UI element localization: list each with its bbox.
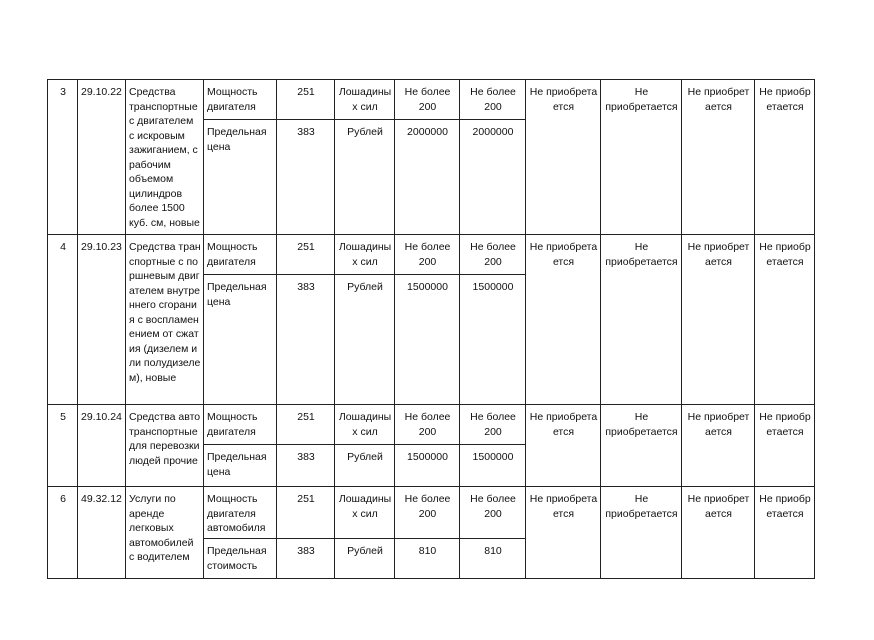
group-4-status: Не приобретается xyxy=(755,405,815,487)
characteristic-name: Мощность двигателя xyxy=(204,80,277,120)
value-2: Не более 200 xyxy=(460,405,526,445)
value-1: 2000000 xyxy=(395,120,460,235)
characteristic-name: Мощность двигателя автомобиля xyxy=(204,487,277,539)
unit-name: Лошадиных сил xyxy=(335,80,395,120)
group-1-status: Не приобретается xyxy=(526,80,601,235)
table-row xyxy=(48,235,815,275)
unit-code: 383 xyxy=(277,445,335,487)
unit-code: 383 xyxy=(277,539,335,579)
unit-name: Рублей xyxy=(335,120,395,235)
value-1: Не более 200 xyxy=(395,487,460,539)
characteristics-table xyxy=(47,79,815,579)
item-name: Средства автотранспортные для перевозки людей прочие xyxy=(126,405,204,487)
group-1-status: Не приобретается xyxy=(526,235,601,405)
group-2-status: Не приобретается xyxy=(601,487,682,579)
value-2: Не более 200 xyxy=(460,80,526,120)
row-number: 4 xyxy=(48,235,78,405)
unit-code: 383 xyxy=(277,275,335,405)
value-2: 1500000 xyxy=(460,275,526,405)
group-3-status: Не приобретается xyxy=(682,405,755,487)
value-2: Не более 200 xyxy=(460,235,526,275)
item-name: Услуги по аренде легковых автомобилей с водителем xyxy=(126,487,204,579)
group-4-status: Не приобретается xyxy=(755,235,815,405)
okpd-code: 29.10.24 xyxy=(78,405,126,487)
value-2: 810 xyxy=(460,539,526,579)
unit-name: Лошадиных сил xyxy=(335,235,395,275)
unit-name: Лошадиных сил xyxy=(335,405,395,445)
okpd-code: 49.32.12 xyxy=(78,487,126,579)
unit-code: 251 xyxy=(277,235,335,275)
row-number: 5 xyxy=(48,405,78,487)
item-name: Средства транспортные с двигателем с искровым зажиганием, с рабочим объемом цилиндров более 1500 куб. см, новые xyxy=(126,80,204,235)
item-name: Средства транспортные с поршневым двигателем внутреннего сгорания с воспламенением от сжатия (дизелем или полудизелем), новые xyxy=(126,235,204,405)
value-2: Не более 200 xyxy=(460,487,526,539)
group-2-status: Не приобретается xyxy=(601,405,682,487)
characteristic-name: Предельная цена xyxy=(204,275,277,405)
unit-code: 251 xyxy=(277,80,335,120)
table-row xyxy=(48,80,815,120)
value-2: 1500000 xyxy=(460,445,526,487)
value-1: 810 xyxy=(395,539,460,579)
group-4-status: Не приобретается xyxy=(755,487,815,579)
okpd-code: 29.10.22 xyxy=(78,80,126,235)
value-1: Не более 200 xyxy=(395,235,460,275)
characteristic-name: Предельная цена xyxy=(204,445,277,487)
table-row xyxy=(48,405,815,445)
row-number: 3 xyxy=(48,80,78,235)
value-1: 1500000 xyxy=(395,275,460,405)
group-1-status: Не приобретается xyxy=(526,405,601,487)
group-2-status: Не приобретается xyxy=(601,80,682,235)
unit-name: Рублей xyxy=(335,539,395,579)
unit-code: 251 xyxy=(277,405,335,445)
table-row xyxy=(48,487,815,539)
group-3-status: Не приобретается xyxy=(682,235,755,405)
value-2: 2000000 xyxy=(460,120,526,235)
value-1: Не более 200 xyxy=(395,405,460,445)
group-2-status: Не приобретается xyxy=(601,235,682,405)
row-number: 6 xyxy=(48,487,78,579)
characteristic-name: Мощность двигателя xyxy=(204,235,277,275)
characteristic-name: Предельная цена xyxy=(204,120,277,235)
unit-code: 383 xyxy=(277,120,335,235)
group-3-status: Не приобретается xyxy=(682,80,755,235)
characteristic-name: Мощность двигателя xyxy=(204,405,277,445)
characteristic-name: Предельная стоимость xyxy=(204,539,277,579)
unit-name: Лошадиных сил xyxy=(335,487,395,539)
unit-name: Рублей xyxy=(335,445,395,487)
group-1-status: Не приобретается xyxy=(526,487,601,579)
unit-code: 251 xyxy=(277,487,335,539)
value-1: Не более 200 xyxy=(395,80,460,120)
group-4-status: Не приобретается xyxy=(755,80,815,235)
value-1: 1500000 xyxy=(395,445,460,487)
unit-name: Рублей xyxy=(335,275,395,405)
okpd-code: 29.10.23 xyxy=(78,235,126,405)
group-3-status: Не приобретается xyxy=(682,487,755,579)
